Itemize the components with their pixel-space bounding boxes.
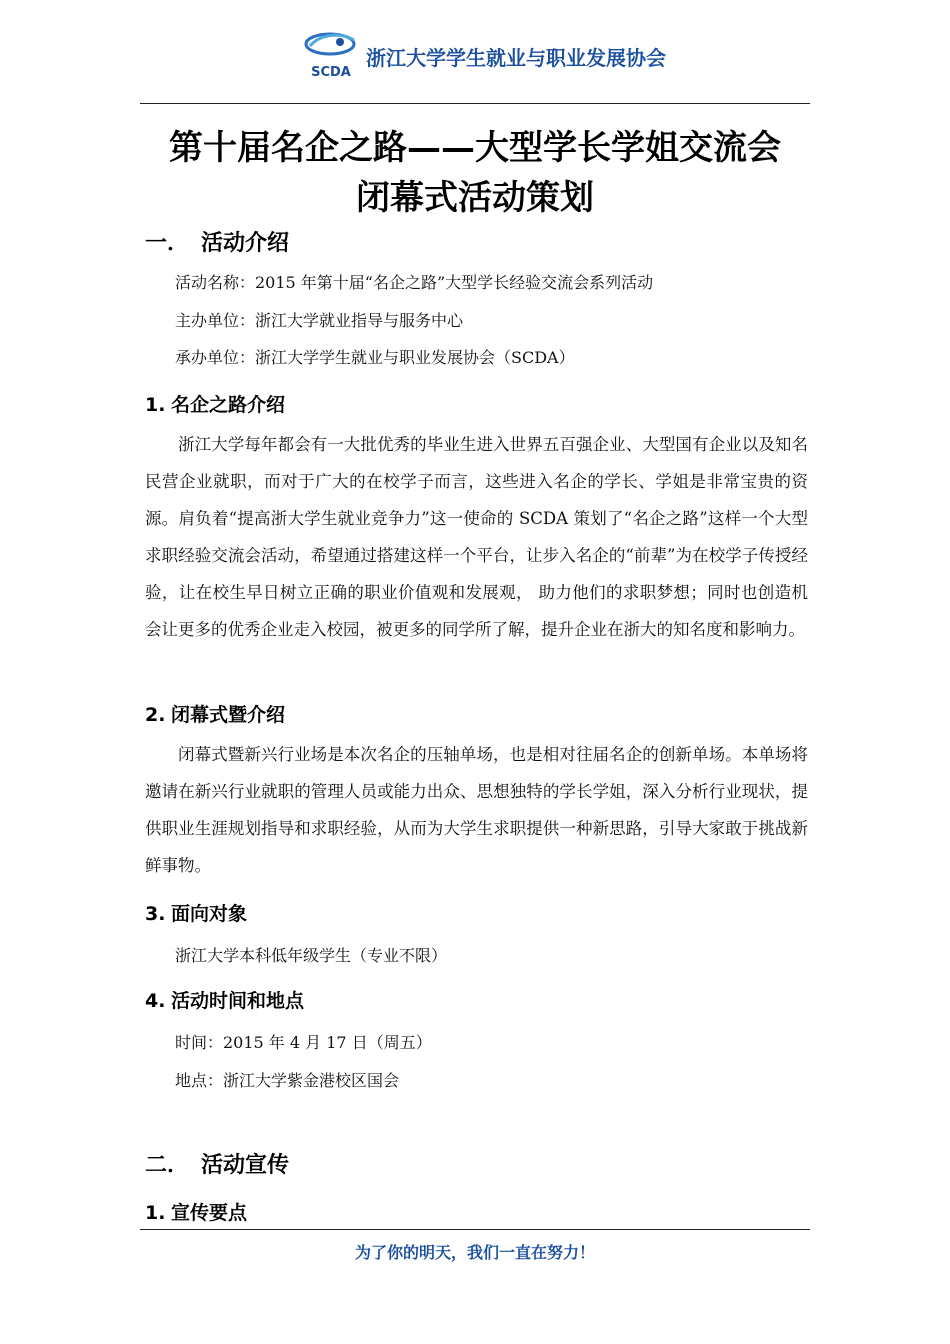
organization-name: 浙江大学学生就业与职业发展协会 — [366, 46, 666, 70]
section-1-heading — [145, 226, 289, 257]
document-title-line2: 闭幕式活动策划 — [356, 178, 594, 218]
section-1-number: 一． — [145, 231, 190, 256]
subsection-2-1-title: 宣传要点 — [171, 1202, 248, 1224]
event-place-line: 地点：浙江大学紫金港校区国会 — [175, 1071, 400, 1090]
host-unit-line: 主办单位：浙江大学就业指导与服务中心 — [175, 311, 464, 330]
subsection-1-4-heading — [145, 986, 304, 1013]
organizer-unit-line: 承办单位：浙江大学学生就业与职业发展协会（SCDA） — [175, 348, 575, 367]
subsection-1-4-title: 活动时间和地点 — [171, 990, 305, 1012]
subsection-1-1-heading — [145, 390, 285, 417]
footer-slogan: 为了你的明天，我们一直在努力！ — [354, 1243, 595, 1262]
subsection-1-2-title: 闭幕式暨介绍 — [171, 704, 286, 726]
subsection-2-1-heading — [145, 1198, 247, 1225]
logo-text: SCDA — [311, 65, 351, 80]
header-divider — [140, 103, 810, 104]
target-audience-line: 浙江大学本科低年级学生（专业不限） — [175, 946, 448, 965]
subsection-1-2-heading — [145, 700, 285, 727]
activity-name-line: 活动名称：2015 年第十届“名企之路”大型学长经验交流会系列活动 — [175, 273, 654, 292]
footer-divider — [140, 1229, 810, 1230]
document-title-line1: 第十届名企之路——大型学长学姐交流会 — [169, 128, 781, 168]
subsection-1-3-heading — [145, 899, 247, 926]
intro-paragraph: 浙江大学每年都会有一大批优秀的毕业生进入世界五百强企业、大型国有企业以及知名民营企业就职，而对于广大的在校学子而言，这些进入名企的学长、学姐是非常宝贵的资源。肩负着“提高浙大学生就业竞争力”这一使命的 SCDA 策划了“名企之路”这样一个大型求职经验交流会活动，希望通过搭建这样一个平台，让步入名企的“前辈”为在校学子传授经验，让在校生早日树立正确的职业价值观和发展观， 助力他们的求职梦想；同时也创造机会让更多的优秀企业走入校园，被更多的同学所了解，提升企业在浙大的知名度和影响力。 — [145, 435, 808, 639]
subsection-2-1-number: 1. — [145, 1202, 166, 1224]
closing-ceremony-paragraph: 闭幕式暨新兴行业场是本次名企的压轴单场，也是相对往届名企的创新单场。本单场将邀请在新兴行业就职的管理人员或能力出众、思想独特的学长学姐，深入分析行业现状，提供职业生涯规划指导和求职经验，从而为大学生求职提供一种新思路，引导大家敢于挑战新鲜事物。 — [145, 745, 808, 875]
subsection-1-1-number: 1. — [145, 394, 166, 416]
section-2-title: 活动宣传 — [201, 1153, 290, 1178]
scda-logo-icon — [300, 28, 362, 80]
section-1-title: 活动介绍 — [201, 231, 290, 256]
subsection-1-1-title: 名企之路介绍 — [171, 394, 286, 416]
page-header — [0, 28, 950, 84]
section-2-number: 二． — [145, 1153, 190, 1178]
subsection-1-2-number: 2. — [145, 704, 166, 726]
event-time-line: 时间：2015 年 4 月 17 日（周五） — [175, 1033, 432, 1052]
subsection-1-3-title: 面向对象 — [171, 903, 248, 925]
subsection-1-3-number: 3. — [145, 903, 166, 925]
subsection-1-4-number: 4. — [145, 990, 166, 1012]
section-2-heading — [145, 1148, 289, 1179]
